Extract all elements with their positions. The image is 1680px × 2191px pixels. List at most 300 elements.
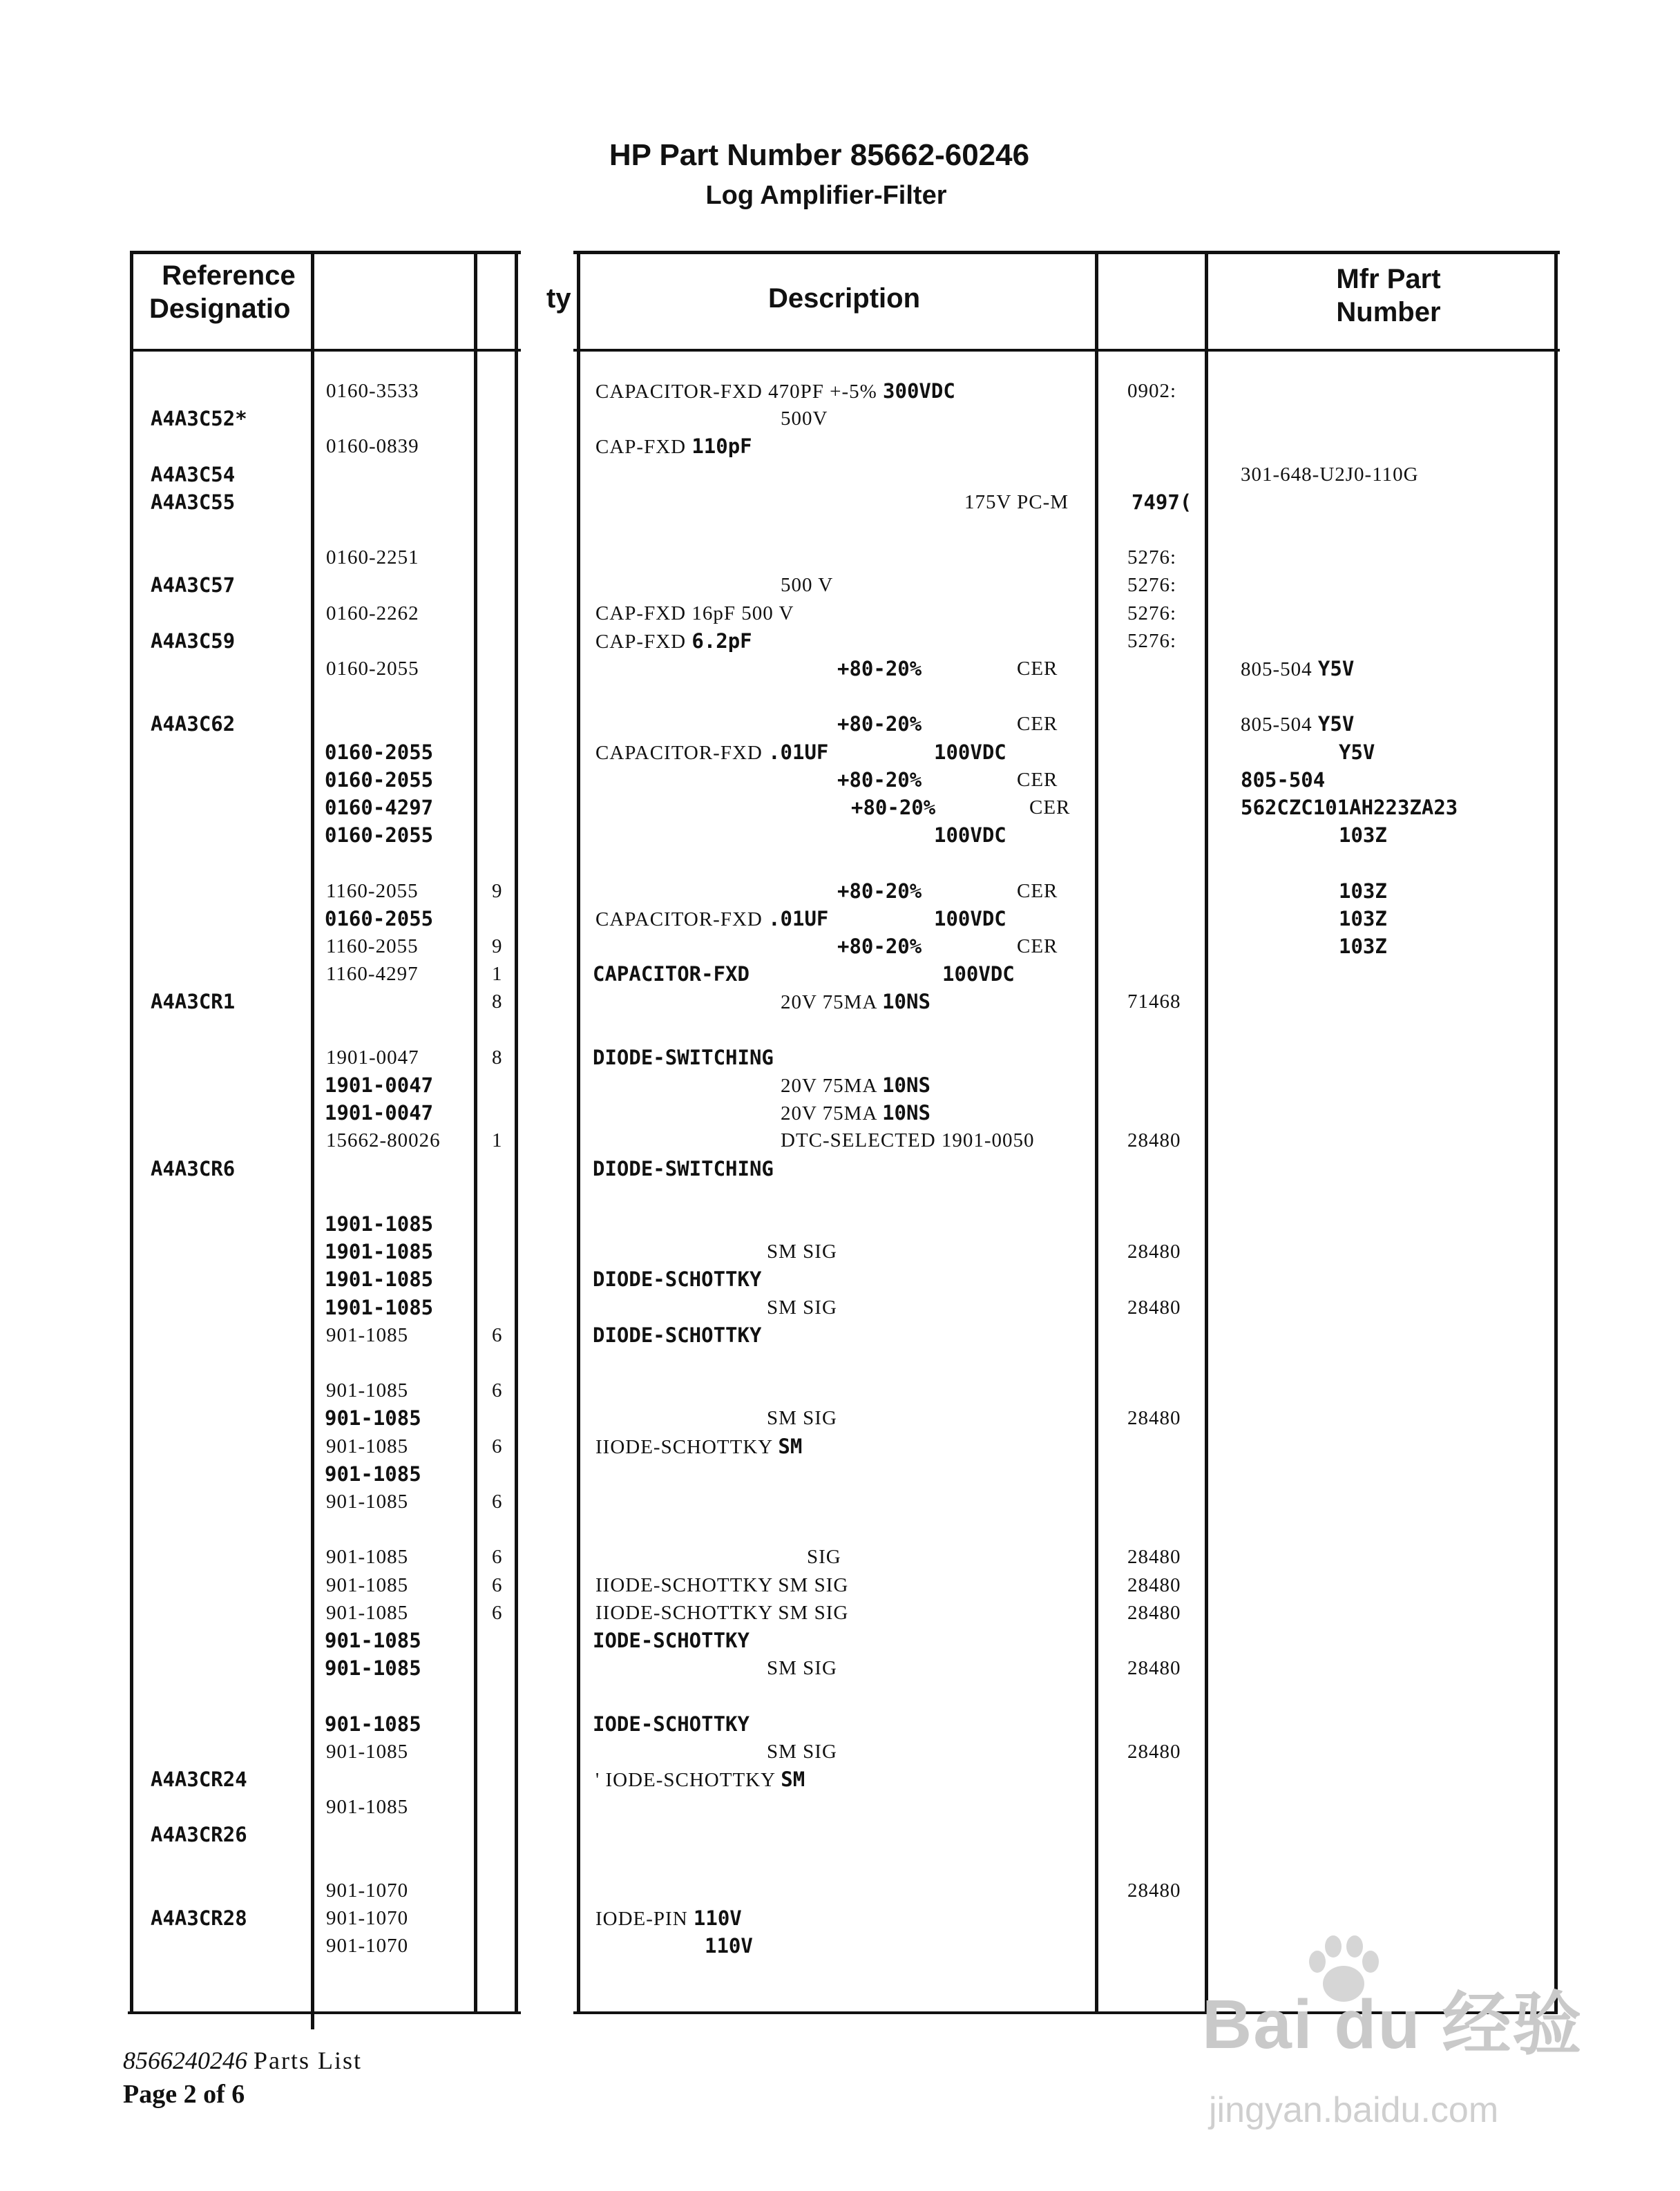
cell-text: +80-20% <box>837 657 922 680</box>
cell-text: 0160-2055 <box>326 658 419 680</box>
cell-text: 901-1085 <box>326 1379 409 1401</box>
row-34-qty <box>492 1323 503 1349</box>
row-21-descb <box>593 961 750 988</box>
row-21-pn <box>326 961 419 988</box>
cell-text: DIODE-SWITCHING <box>593 1046 774 1069</box>
cell-bold-text: 10NS <box>882 990 930 1013</box>
cell-text: CER <box>1017 935 1058 957</box>
row-19-desc-v <box>934 906 1006 932</box>
row-38-qty <box>492 1434 503 1460</box>
page-title: HP Part Number 85662-60246 <box>609 138 1030 172</box>
cell-text: 562CZC101AH223ZA23 <box>1241 796 1458 819</box>
cell-text: 20V 75MA <box>781 991 877 1013</box>
row-54-pn <box>326 1878 408 1904</box>
footer-doc-id: 8566240246 <box>123 2047 247 2074</box>
cell-text: 103Z <box>1339 879 1387 903</box>
cell-text: A4A3C62 <box>151 712 236 736</box>
cell-text: 0160-2055 <box>325 768 434 792</box>
cell-text: DIODE-SCHOTTKY <box>593 1267 762 1291</box>
cell-text: CAPACITOR-FXD <box>595 908 763 930</box>
row-1-ref <box>151 406 247 432</box>
row-13-pnb <box>325 740 433 766</box>
cell-text: 901-1085 <box>326 1491 409 1513</box>
row-52-ref <box>151 1822 247 1848</box>
row-48-pnb <box>325 1712 421 1738</box>
row-19-desc <box>595 906 828 932</box>
cell-text: 28480 <box>1127 1741 1181 1763</box>
col-divider-part <box>474 251 477 2013</box>
row-18-pn <box>326 879 419 905</box>
row-20-desc-mid <box>837 934 922 960</box>
row-27-pn <box>326 1128 441 1154</box>
col-divider-ref <box>311 251 314 2029</box>
row-55-ref <box>151 1906 247 1932</box>
cell-bold-text: 110pF <box>691 434 752 458</box>
row-37-desc3 <box>767 1406 837 1432</box>
cell-text: 28480 <box>1127 1574 1181 1596</box>
row-56-desc-bonly <box>705 1933 753 1960</box>
cell-text: 100VDC <box>934 740 1006 764</box>
row-50-ref <box>151 1767 247 1793</box>
row-7-ref <box>151 573 235 599</box>
row-6-mfr <box>1127 545 1176 571</box>
cell-text: A4A3C55 <box>151 490 236 514</box>
footer-page-number: Page 2 of 6 <box>123 2080 245 2109</box>
row-32-pnb <box>325 1267 433 1293</box>
cell-text: 1901-0047 <box>325 1101 434 1125</box>
row-31-mfr <box>1127 1239 1181 1265</box>
row-46-mfr <box>1127 1656 1181 1682</box>
cell-text: 901-1085 <box>326 1796 409 1818</box>
row-20-qty <box>492 934 503 960</box>
row-21-qty <box>492 961 503 988</box>
cell-text: CER <box>1017 769 1058 791</box>
cell-text: 301-648-U2J0-110G <box>1241 463 1419 486</box>
cell-text: SIG <box>807 1546 841 1568</box>
cell-text: 901-1070 <box>326 1879 409 1902</box>
row-18-desc-cer <box>1017 879 1058 905</box>
cell-text: 0160-2055 <box>325 907 434 930</box>
row-8-desc <box>595 601 794 627</box>
row-10-part <box>1241 656 1354 682</box>
row-45-descb <box>593 1628 750 1654</box>
row-37-pnb <box>325 1406 421 1432</box>
cell-text: 6 <box>492 1435 503 1457</box>
cell-text: 1160-2055 <box>326 935 419 957</box>
cell-text: CAPACITOR-FXD <box>595 742 763 764</box>
row-40-qty <box>492 1489 503 1515</box>
cell-bold-text: .01UF <box>768 740 829 764</box>
cell-text: 110V <box>705 1934 753 1958</box>
row-1-desc2 <box>781 406 828 432</box>
row-0-desc <box>595 379 955 405</box>
cell-text: 0160-4297 <box>325 796 434 819</box>
row-49-mfr <box>1127 1739 1181 1766</box>
cell-text: 901-1085 <box>325 1712 421 1736</box>
row-45-pnb <box>325 1628 421 1654</box>
cell-text: 1 <box>492 1129 503 1151</box>
cell-text: DIODE-SWITCHING <box>593 1157 774 1180</box>
cell-text: 901-1070 <box>326 1907 409 1929</box>
row-44-pn <box>326 1600 408 1627</box>
cell-text: A4A3CR6 <box>151 1157 236 1180</box>
cell-text: 28480 <box>1127 1297 1181 1319</box>
cell-bold-text: 10NS <box>882 1101 930 1125</box>
cell-text: 1160-4297 <box>326 963 419 985</box>
row-22-ref <box>151 989 235 1015</box>
row-25-desc2 <box>781 1073 930 1099</box>
footer-doc-line <box>123 2046 362 2075</box>
cell-text: 901-1085 <box>325 1406 421 1430</box>
cell-text: 0160-0839 <box>326 435 419 457</box>
cell-text: CAPACITOR-FXD 470PF +-5% <box>595 381 877 403</box>
cell-text: 100VDC <box>934 907 1006 930</box>
cell-text: 6 <box>492 1602 503 1624</box>
cell-text: 9 <box>492 880 503 902</box>
cell-text: 103Z <box>1339 823 1387 847</box>
row-22-desc2 <box>781 989 930 1015</box>
row-2-pn <box>326 434 419 460</box>
row-38-desc <box>595 1434 802 1460</box>
row-7-desc2 <box>781 573 833 599</box>
cell-text: IODE-SCHOTTKY <box>593 1629 750 1652</box>
row-44-mfr <box>1127 1600 1181 1627</box>
cell-text: 901-1085 <box>326 1435 409 1457</box>
row-43-qty <box>492 1573 503 1599</box>
cell-text: 901-1070 <box>326 1935 409 1957</box>
row-14-desc-mid <box>837 767 922 794</box>
cell-text: 805-504 <box>1241 658 1312 680</box>
row-13-part-b2 <box>1339 740 1375 766</box>
col-divider-right <box>1554 251 1558 2013</box>
cell-bold-text: Y5V <box>1317 657 1355 680</box>
row-31-desc3 <box>767 1239 837 1265</box>
row-48-descb <box>593 1712 750 1738</box>
cell-text: +80-20% <box>837 935 922 958</box>
header-reference-line1: Reference <box>162 260 296 291</box>
cell-text: 901-1085 <box>326 1546 409 1568</box>
row-12-part <box>1241 711 1354 738</box>
row-15-part-b3 <box>1241 795 1458 821</box>
cell-text: SM SIG <box>767 1297 837 1319</box>
cell-text: 1901-0047 <box>325 1073 434 1097</box>
cell-text: 805-504 <box>1241 714 1312 736</box>
col-divider-left <box>130 251 133 2013</box>
cell-bold-text: Y5V <box>1317 712 1355 736</box>
row-42-qty <box>492 1544 503 1571</box>
header-reference <box>135 259 322 325</box>
row-51-pn <box>326 1795 408 1821</box>
row-16-part-b2 <box>1339 823 1387 849</box>
cell-text: IIODE-SCHOTTKY SM SIG <box>595 1602 849 1624</box>
row-27-desc2 <box>781 1128 1035 1154</box>
cell-text: 0160-2055 <box>325 823 434 847</box>
cell-text: 1901-1085 <box>325 1212 434 1236</box>
cell-text: +80-20% <box>837 712 922 736</box>
cell-bold-text: 10NS <box>882 1073 930 1097</box>
row-54-mfr <box>1127 1878 1181 1904</box>
cell-text: A4A3C52* <box>151 407 247 430</box>
cell-text: +80-20% <box>837 768 922 792</box>
row-28-descb <box>593 1156 774 1183</box>
row-15-desc-cer2 <box>1029 795 1070 821</box>
row-9-mfr <box>1127 629 1176 655</box>
cell-text: IODE-SCHOTTKY <box>593 1712 750 1736</box>
row-12-desc-mid <box>837 711 922 738</box>
cell-text: 5276: <box>1127 574 1177 596</box>
cell-text: 1901-1085 <box>325 1240 434 1263</box>
row-21-desc-v2 <box>942 961 1015 988</box>
cell-text: DTC-SELECTED 1901-0050 <box>781 1129 1035 1151</box>
row-26-desc2 <box>781 1100 930 1127</box>
row-49-desc3 <box>767 1739 837 1766</box>
cell-text: SM SIG <box>767 1741 837 1763</box>
header-mfr-line2: Number <box>1336 297 1441 327</box>
row-31-pnb <box>325 1239 433 1265</box>
row-2-desc <box>595 434 752 460</box>
cell-text: 500V <box>781 408 828 430</box>
cell-text: 1901-0047 <box>326 1046 419 1069</box>
cell-text: 901-1085 <box>326 1602 409 1624</box>
row-19-part-b2 <box>1339 906 1387 932</box>
row-9-desc <box>595 629 752 655</box>
col-divider-code <box>1095 251 1098 2013</box>
row-44-desc <box>595 1600 848 1627</box>
cell-text: 103Z <box>1339 907 1387 930</box>
cell-text: 6 <box>492 1491 503 1513</box>
watermark-url: jingyan.baidu.com <box>1209 2090 1499 2130</box>
row-42-desc4 <box>807 1544 841 1571</box>
cell-text: 7497( <box>1132 490 1192 514</box>
cell-text: 500 V <box>781 574 834 596</box>
cell-text: 15662-80026 <box>326 1129 441 1151</box>
cell-text: CAP-FXD <box>595 436 687 458</box>
cell-text: +80-20% <box>851 796 936 819</box>
cell-text: 6 <box>492 1324 503 1346</box>
row-4-desc-r <box>964 490 1069 516</box>
cell-text: SM SIG <box>767 1407 837 1429</box>
cell-text: 20V 75MA <box>781 1102 877 1125</box>
row-10-desc-mid <box>837 656 922 682</box>
row-56-pn <box>326 1933 408 1960</box>
cell-text: 5276: <box>1127 602 1177 624</box>
row-33-desc3 <box>767 1295 837 1321</box>
cell-text: 901-1085 <box>325 1462 421 1486</box>
col-gap <box>521 251 573 2019</box>
cell-text: A4A3CR28 <box>151 1906 247 1930</box>
row-34-pn <box>326 1323 408 1349</box>
row-22-mfr <box>1127 989 1181 1015</box>
cell-text: 6 <box>492 1379 503 1401</box>
cell-text: 805-504 <box>1241 768 1326 792</box>
row-44-qty <box>492 1600 503 1627</box>
table-top-rule <box>133 251 1560 254</box>
row-20-part-b2 <box>1339 934 1387 960</box>
row-18-part-b2 <box>1339 879 1387 905</box>
row-27-qty <box>492 1128 503 1154</box>
cell-text: 901-1085 <box>326 1574 409 1596</box>
row-15-pnb <box>325 795 433 821</box>
watermark-logo: Bai du 经验 <box>1202 1986 1583 2063</box>
row-33-mfr <box>1127 1295 1181 1321</box>
row-24-descb <box>593 1045 774 1071</box>
row-36-qty <box>492 1378 503 1404</box>
cell-text: A4A3CR24 <box>151 1768 247 1791</box>
cell-text: A4A3CR1 <box>151 990 236 1013</box>
row-42-mfr <box>1127 1544 1181 1571</box>
table-header-rule <box>133 349 1560 352</box>
row-7-mfr <box>1127 573 1176 599</box>
row-14-part-b3 <box>1241 767 1325 794</box>
row-15-desc-mid2 <box>851 795 935 821</box>
cell-text: 1901-1085 <box>325 1296 434 1319</box>
cell-text: +80-20% <box>837 879 922 903</box>
row-14-desc-cer <box>1017 767 1058 794</box>
cell-text: 9 <box>492 935 503 957</box>
cell-text: 901-1085 <box>325 1656 421 1680</box>
col-divider-desc <box>577 251 580 2013</box>
row-43-desc <box>595 1573 848 1599</box>
row-40-pn <box>326 1489 408 1515</box>
cell-text: 0160-2262 <box>326 602 419 624</box>
cell-text: 8 <box>492 991 503 1013</box>
cell-text: 901-1085 <box>326 1324 409 1346</box>
cell-text: 20V 75MA <box>781 1075 877 1097</box>
cell-text: IIODE-SCHOTTKY <box>595 1436 773 1458</box>
row-28-ref <box>151 1156 235 1183</box>
row-3-part <box>1241 462 1419 488</box>
row-9-ref <box>151 629 235 655</box>
row-18-desc-mid <box>837 879 922 905</box>
row-55-desc <box>595 1906 742 1932</box>
cell-bold-text: SM <box>781 1768 805 1791</box>
cell-text: A4A3CR26 <box>151 1823 247 1846</box>
cell-text: 28480 <box>1127 1879 1181 1902</box>
cell-text: IODE-PIN <box>595 1908 688 1930</box>
header-description: Description <box>767 283 921 314</box>
cell-text: 103Z <box>1339 935 1387 958</box>
cell-text: 28480 <box>1127 1407 1181 1429</box>
cell-text: ' IODE-SCHOTTKY <box>595 1769 775 1791</box>
cell-text: 1901-1085 <box>325 1267 434 1291</box>
row-26-pnb <box>325 1100 433 1127</box>
row-3-ref <box>151 462 235 488</box>
cell-text: 8 <box>492 1046 503 1069</box>
cell-bold-text: .01UF <box>768 907 829 930</box>
cell-text: 28480 <box>1127 1241 1181 1263</box>
row-30-pnb <box>325 1212 433 1238</box>
cell-text: 175V PC-M <box>964 491 1069 513</box>
row-24-qty <box>492 1045 503 1071</box>
row-16-pnb <box>325 823 433 849</box>
cell-text: 6 <box>492 1546 503 1568</box>
row-32-descb <box>593 1267 761 1293</box>
cell-text: CER <box>1017 658 1058 680</box>
footer-doc-label: Parts List <box>254 2047 363 2074</box>
cell-text: 901-1085 <box>326 1741 409 1763</box>
row-0-pn <box>326 379 419 405</box>
cell-text: A4A3C54 <box>151 463 236 486</box>
row-12-desc-cer <box>1017 711 1058 738</box>
header-mfr-line1: Mfr Part <box>1336 264 1441 294</box>
cell-text: 0160-3533 <box>326 380 419 402</box>
row-4-ref <box>151 490 235 516</box>
row-6-pn <box>326 545 419 571</box>
cell-text: CAP-FXD <box>595 631 687 653</box>
cell-text: 0160-2055 <box>325 740 434 764</box>
cell-text: 100VDC <box>934 823 1006 847</box>
cell-bold-text: 300VDC <box>883 379 955 403</box>
row-38-pn <box>326 1434 408 1460</box>
cell-text: CER <box>1017 713 1058 735</box>
row-49-pn <box>326 1739 408 1766</box>
cell-text: A4A3C57 <box>151 573 236 597</box>
row-43-pn <box>326 1573 408 1599</box>
row-20-pn <box>326 934 419 960</box>
row-46-pnb <box>325 1656 421 1682</box>
cell-text: 71468 <box>1127 991 1181 1013</box>
cell-text: CAP-FXD 16pF 500 V <box>595 602 794 624</box>
cell-text: 0160-2251 <box>326 546 419 568</box>
cell-text: 100VDC <box>942 962 1015 986</box>
cell-text: CER <box>1017 880 1058 902</box>
cell-text: 28480 <box>1127 1657 1181 1679</box>
row-33-pnb <box>325 1295 433 1321</box>
row-25-pnb <box>325 1073 433 1099</box>
row-10-desc-cer <box>1017 656 1058 682</box>
cell-text: SM SIG <box>767 1241 837 1263</box>
cell-text: 6 <box>492 1574 503 1596</box>
cell-text: Y5V <box>1339 740 1375 764</box>
row-0-mfr <box>1127 379 1176 405</box>
cell-text: CAPACITOR-FXD <box>593 962 750 986</box>
row-50-desc <box>595 1767 805 1793</box>
row-39-pnb <box>325 1462 421 1488</box>
cell-text: DIODE-SCHOTTKY <box>593 1323 762 1347</box>
row-12-ref <box>151 711 235 738</box>
row-14-pnb <box>325 767 433 794</box>
cell-text: CER <box>1029 796 1071 819</box>
page-subtitle: Log Amplifier-Filter <box>705 181 947 210</box>
header-mfr-part-number <box>1209 262 1568 329</box>
cell-bold-text: 6.2pF <box>691 629 752 653</box>
row-55-pn <box>326 1906 408 1932</box>
row-8-pn <box>326 601 419 627</box>
row-27-mfr <box>1127 1128 1181 1154</box>
cell-text: IIODE-SCHOTTKY SM SIG <box>595 1574 849 1596</box>
col-divider-qty <box>515 251 518 2013</box>
cell-bold-text: 110V <box>693 1906 742 1930</box>
row-37-mfr <box>1127 1406 1181 1432</box>
row-34-descb <box>593 1323 761 1349</box>
row-13-desc <box>595 740 828 766</box>
cell-text: 1160-2055 <box>326 880 419 902</box>
row-4-mfr-b <box>1132 490 1192 516</box>
cell-text: 28480 <box>1127 1546 1181 1568</box>
row-13-desc-v <box>934 740 1006 766</box>
row-22-qty <box>492 989 503 1015</box>
row-19-pnb <box>325 906 433 932</box>
row-24-pn <box>326 1045 419 1071</box>
cell-text: 0902: <box>1127 380 1177 402</box>
row-18-qty <box>492 879 503 905</box>
cell-text: 901-1085 <box>325 1629 421 1652</box>
cell-text: 28480 <box>1127 1602 1181 1624</box>
row-42-pn <box>326 1544 408 1571</box>
cell-text: 5276: <box>1127 546 1177 568</box>
cell-text: SM SIG <box>767 1657 837 1679</box>
row-36-pn <box>326 1378 408 1404</box>
